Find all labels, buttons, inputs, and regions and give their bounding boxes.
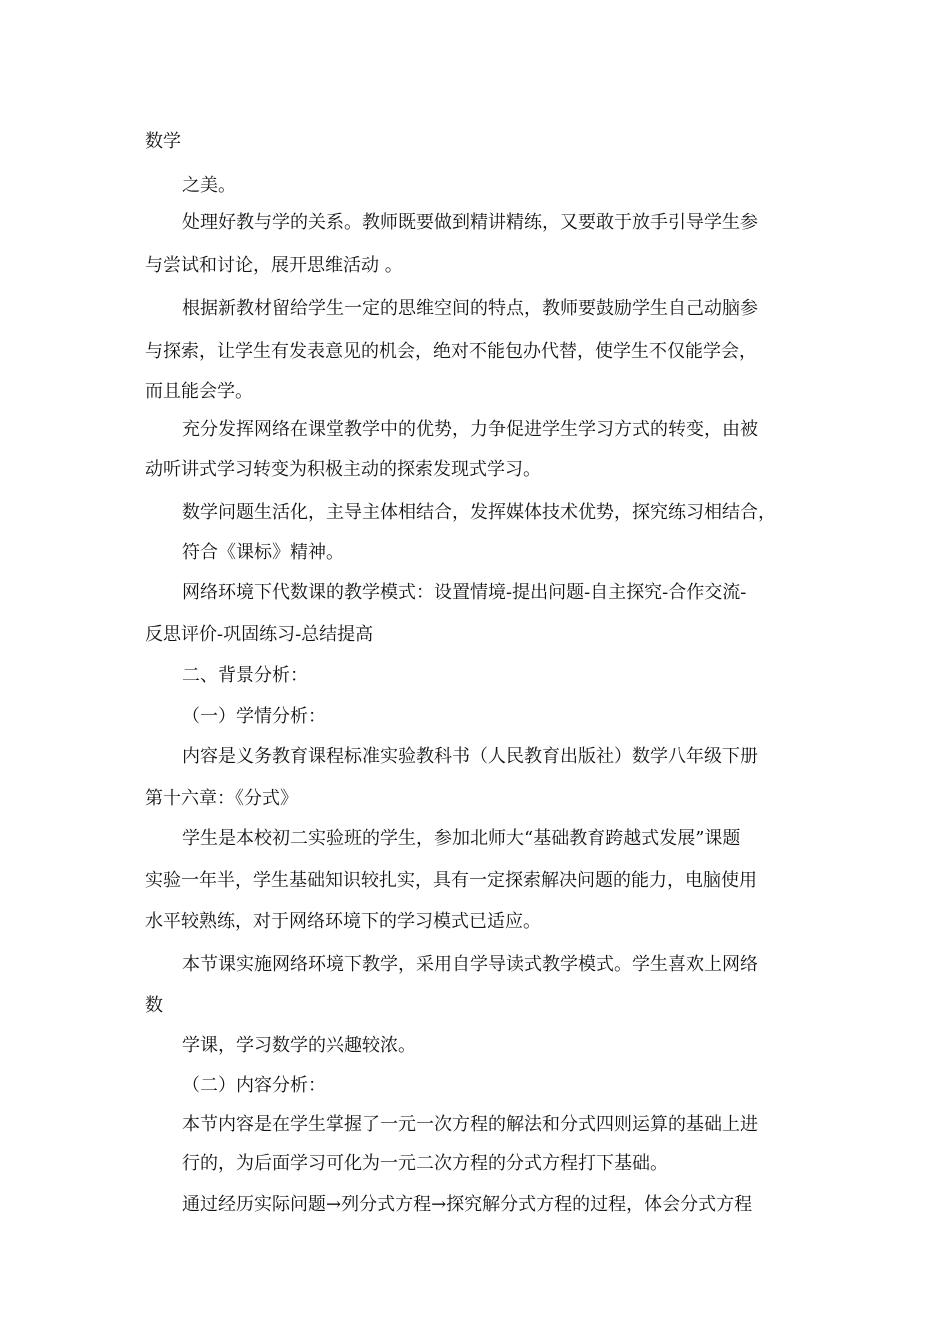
text-line: 行的，为后面学习可化为一元二次方程的分式方程打下基础。 (182, 1153, 668, 1174)
text-line: 本节内容是在学生掌握了一元一次方程的解法和分式四则运算的基础上进 (182, 1114, 758, 1135)
text-line: 处理好教与学的关系。教师既要做到精讲精练，又要敢于放手引导学生参 (182, 212, 758, 233)
text-line: 第十六章：《分式》 (145, 788, 298, 809)
text-line: 通过经历实际问题→列分式方程→探究解分式方程的过程，体会分式方程 (182, 1194, 753, 1215)
text-line: 本节课实施网络环境下教学，采用自学导读式教学模式。学生喜欢上网络 (182, 954, 758, 975)
section-heading: 二、背景分析： (182, 665, 308, 686)
text-line: 学课，学习数学的兴趣较浓。 (182, 1035, 416, 1056)
subsection-heading: （二）内容分析： (182, 1075, 326, 1096)
text-line: 与尝试和讨论，展开思维活动 。 (145, 255, 403, 276)
text-line: 根据新教材留给学生一定的思维空间的特点，教师要鼓励学生自己动脑参 (182, 298, 758, 319)
text-line: 反思评价-巩固练习-总结提高 (145, 624, 374, 645)
text-line: 而且能会学。 (145, 381, 253, 402)
text-line: 内容是义务教育课程标准实验教科书（人民教育出版社）数学八年级下册 (182, 746, 758, 767)
text-line: 充分发挥网络在课堂教学中的优势，力争促进学生学习方式的转变，由被 (182, 419, 758, 440)
text-line: 实验一年半，学生基础知识较扎实，具有一定探索解决问题的能力，电脑使用 (145, 870, 757, 891)
text-line: 数学 (145, 131, 181, 152)
text-line: 水平较熟练，对于网络环境下的学习模式已适应。 (145, 911, 541, 932)
text-line: 网络环境下代数课的教学模式：设置情境-提出问题-自主探究-合作交流- (182, 582, 747, 603)
text-line: 数 (145, 995, 163, 1016)
subsection-heading: （一）学情分析： (182, 706, 326, 727)
text-line: 符合《课标》精神。 (182, 542, 344, 563)
text-line: 与探索，让学生有发表意见的机会，绝对不能包办代替，使学生不仅能学会， (145, 341, 757, 362)
text-line: 动听讲式学习转变为积极主动的探索发现式学习。 (145, 459, 541, 480)
text-line: 学生是本校初二实验班的学生，参加北师大“基础教育跨越式发展”课题 (182, 828, 741, 849)
text-line: 数学问题生活化，主导主体相结合，发挥媒体技术优势，探究练习相结合， (182, 502, 776, 523)
text-line: 之美。 (182, 175, 236, 196)
